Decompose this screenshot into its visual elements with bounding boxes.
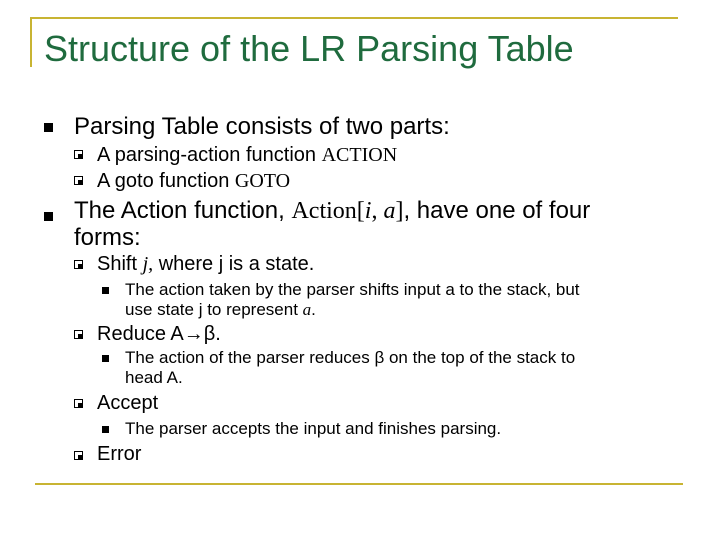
hollow-square-bullet-icon	[74, 330, 83, 339]
bullet-action-function-cont: forms:	[74, 224, 141, 251]
small-square-bullet-icon	[102, 287, 109, 294]
shift-description: The action taken by the parser shifts input a to the stack, but use state j to represent a.	[125, 280, 580, 319]
frame-left-rule	[30, 17, 32, 67]
frame-bottom-rule	[35, 483, 683, 485]
hollow-square-bullet-icon	[74, 176, 83, 185]
sub-bullet-accept: Accept	[97, 392, 159, 414]
hollow-square-bullet-icon	[74, 451, 83, 460]
small-square-bullet-icon	[102, 355, 109, 362]
hollow-square-bullet-icon	[74, 399, 83, 408]
square-bullet-icon	[44, 212, 53, 221]
sub-bullet-reduce: Reduce A→β.	[97, 323, 221, 345]
sub-bullet-action: A parsing-action function ACTION	[97, 144, 398, 166]
accept-description: The parser accepts the input and finishes parsing.	[125, 419, 502, 438]
hollow-square-bullet-icon	[74, 150, 83, 159]
frame-top-rule	[30, 17, 678, 19]
bullet-action-function: The Action function, Action[i, a], have one of four	[74, 197, 591, 224]
sub-bullet-shift: Shift j, where j is a state.	[97, 253, 315, 275]
small-square-bullet-icon	[102, 426, 109, 433]
sub-bullet-error: Error	[97, 443, 142, 465]
bullet-parsing-table: Parsing Table consists of two parts:	[74, 113, 450, 140]
square-bullet-icon	[44, 123, 53, 132]
slide-title: Structure of the LR Parsing Table	[44, 28, 574, 69]
hollow-square-bullet-icon	[74, 260, 83, 269]
reduce-description: The action of the parser reduces β on the top of the stack to head A.	[125, 348, 576, 387]
sub-bullet-goto: A goto function GOTO	[97, 170, 291, 192]
